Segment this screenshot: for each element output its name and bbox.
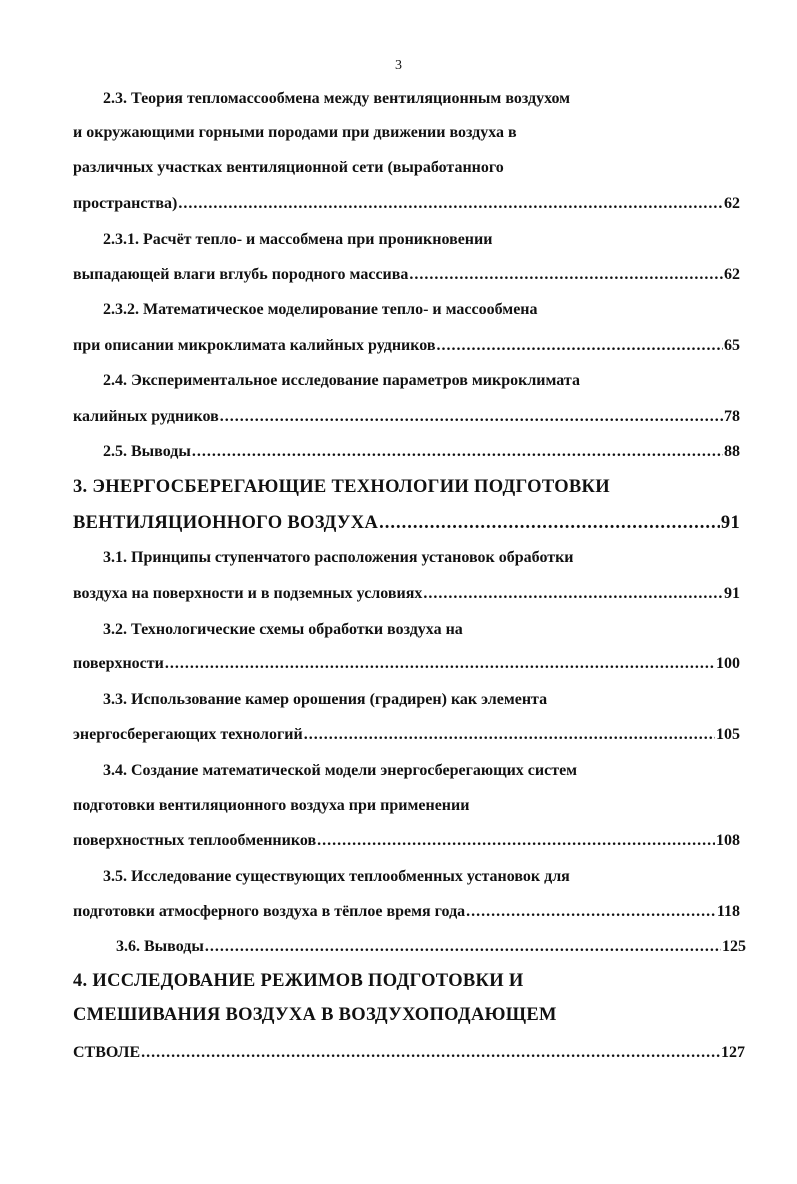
toc-line: различных участках вентиляционной сети (выработанного — [73, 159, 504, 176]
toc-line: 3.1. Принципы ступенчатого расположения установок обработки — [103, 549, 574, 566]
toc-line: поверхности ..... 100 — [73, 655, 740, 673]
toc-line: СМЕШИВАНИЯ ВОЗДУХА В ВОЗДУХОПОДАЮЩЕМ — [73, 1005, 557, 1025]
toc-line: 2.3. Теория тепломассообмена между вентиляционным воздухом — [103, 90, 571, 107]
toc-line: 3.2. Технологические схемы обработки воздуха на — [103, 621, 463, 638]
toc-line: поверхностных теплообменников ..... 108 — [73, 832, 740, 850]
toc-line: 2.4. Экспериментальное исследование параметров микроклимата — [103, 372, 580, 389]
toc-line: калийных рудников ..... 78 — [73, 408, 740, 426]
toc-line: 3.3. Использование камер орошения (градирен) как элемента — [103, 691, 548, 708]
toc-line: 3. ЭНЕРГОСБЕРЕГАЮЩИЕ ТЕХНОЛОГИИ ПОДГОТОВКИ — [73, 477, 610, 497]
toc-line: 2.3.2. Математическое моделирование тепло- и массообмена — [103, 301, 538, 318]
toc-line: выпадающей влаги вглубь породного массива ..... 62 — [73, 266, 740, 284]
toc-line: при описании микроклимата калийных рудников ..... 65 — [73, 337, 740, 355]
page-number: 3 — [395, 58, 402, 73]
toc-line: пространства) ..... 62 — [73, 195, 740, 213]
toc-line: энергосберегающих технологий ..... 105 — [73, 726, 740, 744]
toc-line: и окружающими горными породами при движении воздуха в — [73, 124, 517, 141]
toc-line: подготовки вентиляционного воздуха при применении — [73, 797, 470, 814]
toc-line: ВЕНТИЛЯЦИОННОГО ВОЗДУХА ..... 91 — [73, 513, 740, 534]
toc-line: 3.4. Создание математической модели энергосберегающих систем — [103, 762, 578, 779]
toc-line: подготовки атмосферного воздуха в тёплое время года ..... 118 — [73, 903, 740, 921]
toc-line: 2.3.1. Расчёт тепло- и массобмена при проникновении — [103, 231, 493, 248]
toc-line: 2.5. Выводы ..... 88 — [103, 443, 740, 461]
toc-line: 3.5. Исследование существующих теплообменных установок для — [103, 868, 570, 885]
toc-line: СТВОЛЕ ..... 127 — [73, 1044, 745, 1062]
toc-line: 3.6. Выводы ..... 125 — [116, 938, 746, 956]
toc-line: воздуха на поверхности и в подземных условиях ..... 91 — [73, 585, 740, 603]
toc-line: 4. ИССЛЕДОВАНИЕ РЕЖИМОВ ПОДГОТОВКИ И — [73, 971, 524, 991]
